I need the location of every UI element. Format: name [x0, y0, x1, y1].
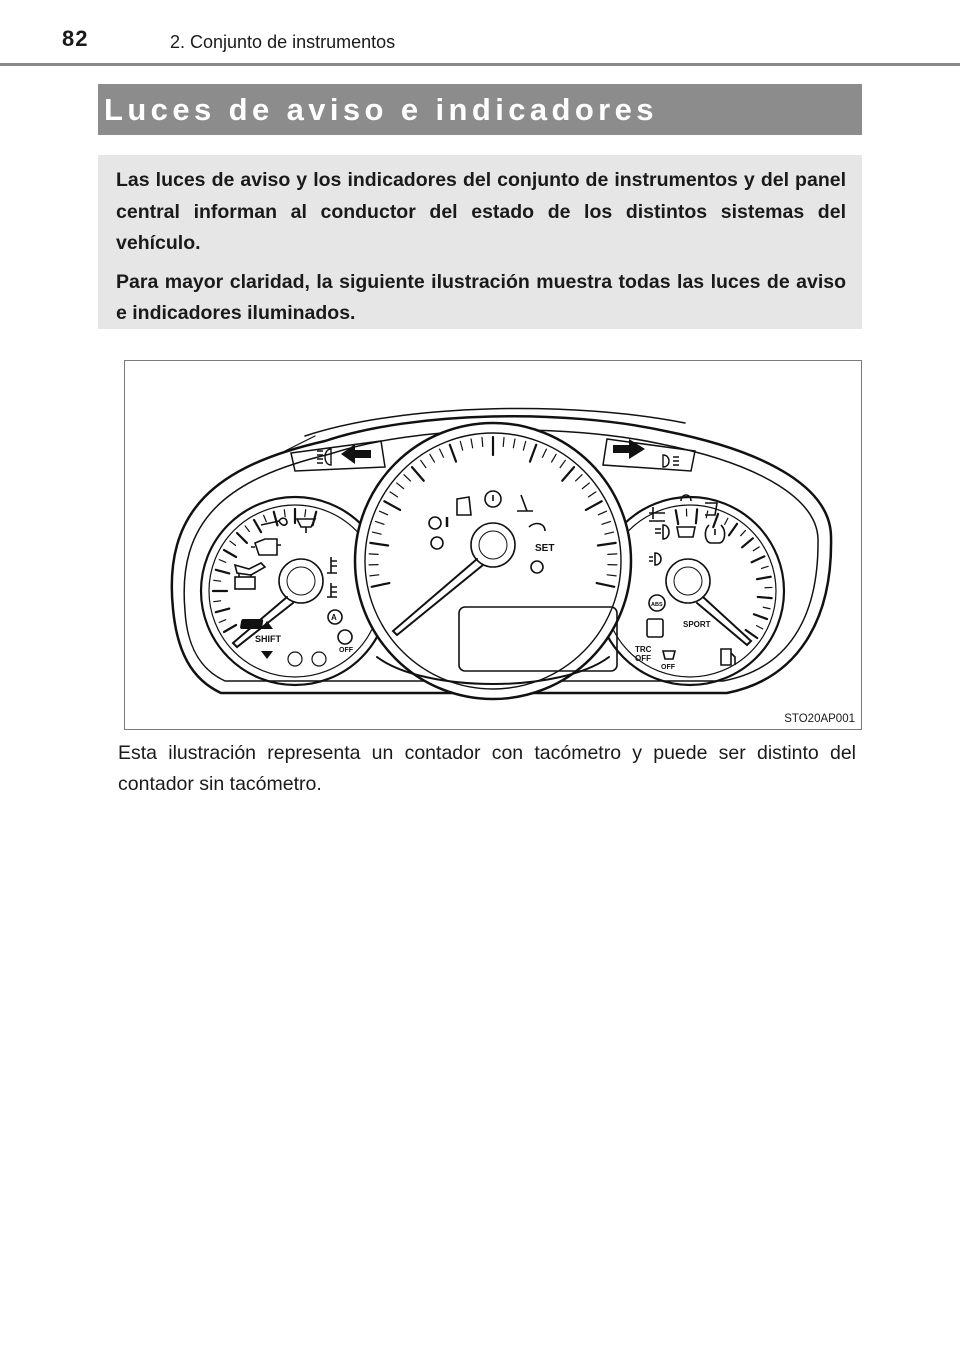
- gauge-tick: [264, 515, 267, 521]
- gauge-tick: [254, 520, 261, 532]
- gauge-tick: [230, 541, 236, 545]
- gauge-tick: [214, 580, 221, 581]
- instrument-cluster-figure: [124, 360, 862, 730]
- gauge-tick: [284, 510, 285, 517]
- fuel-icon: [721, 649, 735, 665]
- auto-a-label: A: [331, 613, 337, 622]
- right-turn-pod: [603, 439, 695, 471]
- gauge-tick: [741, 531, 746, 536]
- gauge-tick: [729, 524, 737, 535]
- eco-indicator: [240, 619, 264, 629]
- figure-code: STO20AP001: [784, 713, 855, 725]
- turn-right-arrow-icon: [613, 439, 645, 459]
- set-label: SET: [535, 543, 555, 554]
- trc-label: TRC: [635, 645, 652, 654]
- skid-icon: [677, 527, 695, 537]
- shift-down-icon: [261, 651, 273, 659]
- vsc-off-icon: [663, 651, 675, 659]
- gauge-tick: [753, 547, 759, 551]
- gauge-tick: [224, 550, 236, 557]
- gauge-tick: [608, 554, 617, 555]
- gauge-tick: [762, 566, 769, 568]
- washer-icon: [297, 519, 315, 533]
- gauge-tick: [503, 437, 504, 446]
- instrument-cluster-illustration: [125, 361, 861, 729]
- low-beam-icon: [649, 553, 661, 565]
- running-header: 2. Conjunto de instrumentos: [170, 32, 396, 52]
- gauge-tick: [305, 510, 306, 517]
- gauge-tick: [754, 614, 767, 619]
- rear-fog-icon: [655, 525, 669, 539]
- gauge-tick: [763, 607, 770, 609]
- gauge-tick: [224, 625, 236, 632]
- sport-label: SPORT: [683, 620, 711, 629]
- oil-pressure-icon: [235, 563, 265, 575]
- gauge-tick: [219, 560, 225, 563]
- gauge-tick: [758, 597, 772, 598]
- intro-paragraph-1: Las luces de aviso y los indicadores del conjunto de instrumentos y del panel central informan al conductor del estado de los distintos sistemas del vehículo.: [116, 169, 846, 254]
- page-number: 82: [62, 26, 89, 51]
- trc-off-label: OFF: [635, 654, 651, 663]
- gauge-tick: [676, 510, 678, 524]
- battery-icon: [235, 577, 255, 589]
- a-off-label: OFF: [339, 647, 353, 654]
- tach-needle-hub: [279, 559, 323, 603]
- gauge-tick: [216, 570, 230, 574]
- eco-label: ECO: [291, 622, 307, 629]
- front-fog-light-icon: [663, 455, 679, 467]
- coolant-temp-icon: [327, 557, 337, 573]
- gauge-tick: [216, 609, 230, 613]
- gauge-tick: [245, 526, 249, 532]
- vsc-off-label: OFF: [661, 664, 675, 671]
- section-banner: [98, 84, 862, 135]
- gauge-tick: [752, 556, 765, 562]
- gauge-tick: [696, 509, 697, 523]
- gauge-tick: [237, 533, 247, 543]
- figure-caption: Esta ilustración representa un contador con tacómetro y puede ser distinto del contador sin tacómetro.: [118, 742, 856, 795]
- gauge-tick: [369, 554, 378, 555]
- shift-label: SHIFT: [255, 634, 281, 644]
- lane-icon: [647, 619, 663, 637]
- gauge-tick: [274, 512, 278, 526]
- abs-label: ABS: [651, 602, 663, 608]
- engine-check-icon: [251, 539, 281, 555]
- section-title: Luces de aviso e indicadores: [104, 91, 658, 127]
- intro-box: [98, 155, 862, 329]
- gauge-tick: [725, 518, 728, 524]
- gauge-tick: [713, 514, 718, 527]
- gauge-tick: [757, 577, 771, 579]
- gauge-tick: [482, 437, 483, 446]
- gauge-tick: [742, 538, 753, 547]
- gauge-tick: [757, 626, 763, 629]
- gauge-tick: [219, 620, 225, 623]
- auto-off-icon: [338, 630, 352, 644]
- intro-paragraph-2: Para mayor claridad, la siguiente ilustración muestra todas las luces de aviso e indicadores iluminados.: [116, 270, 846, 324]
- header-rule: [0, 63, 960, 66]
- gauge-tick: [214, 601, 221, 602]
